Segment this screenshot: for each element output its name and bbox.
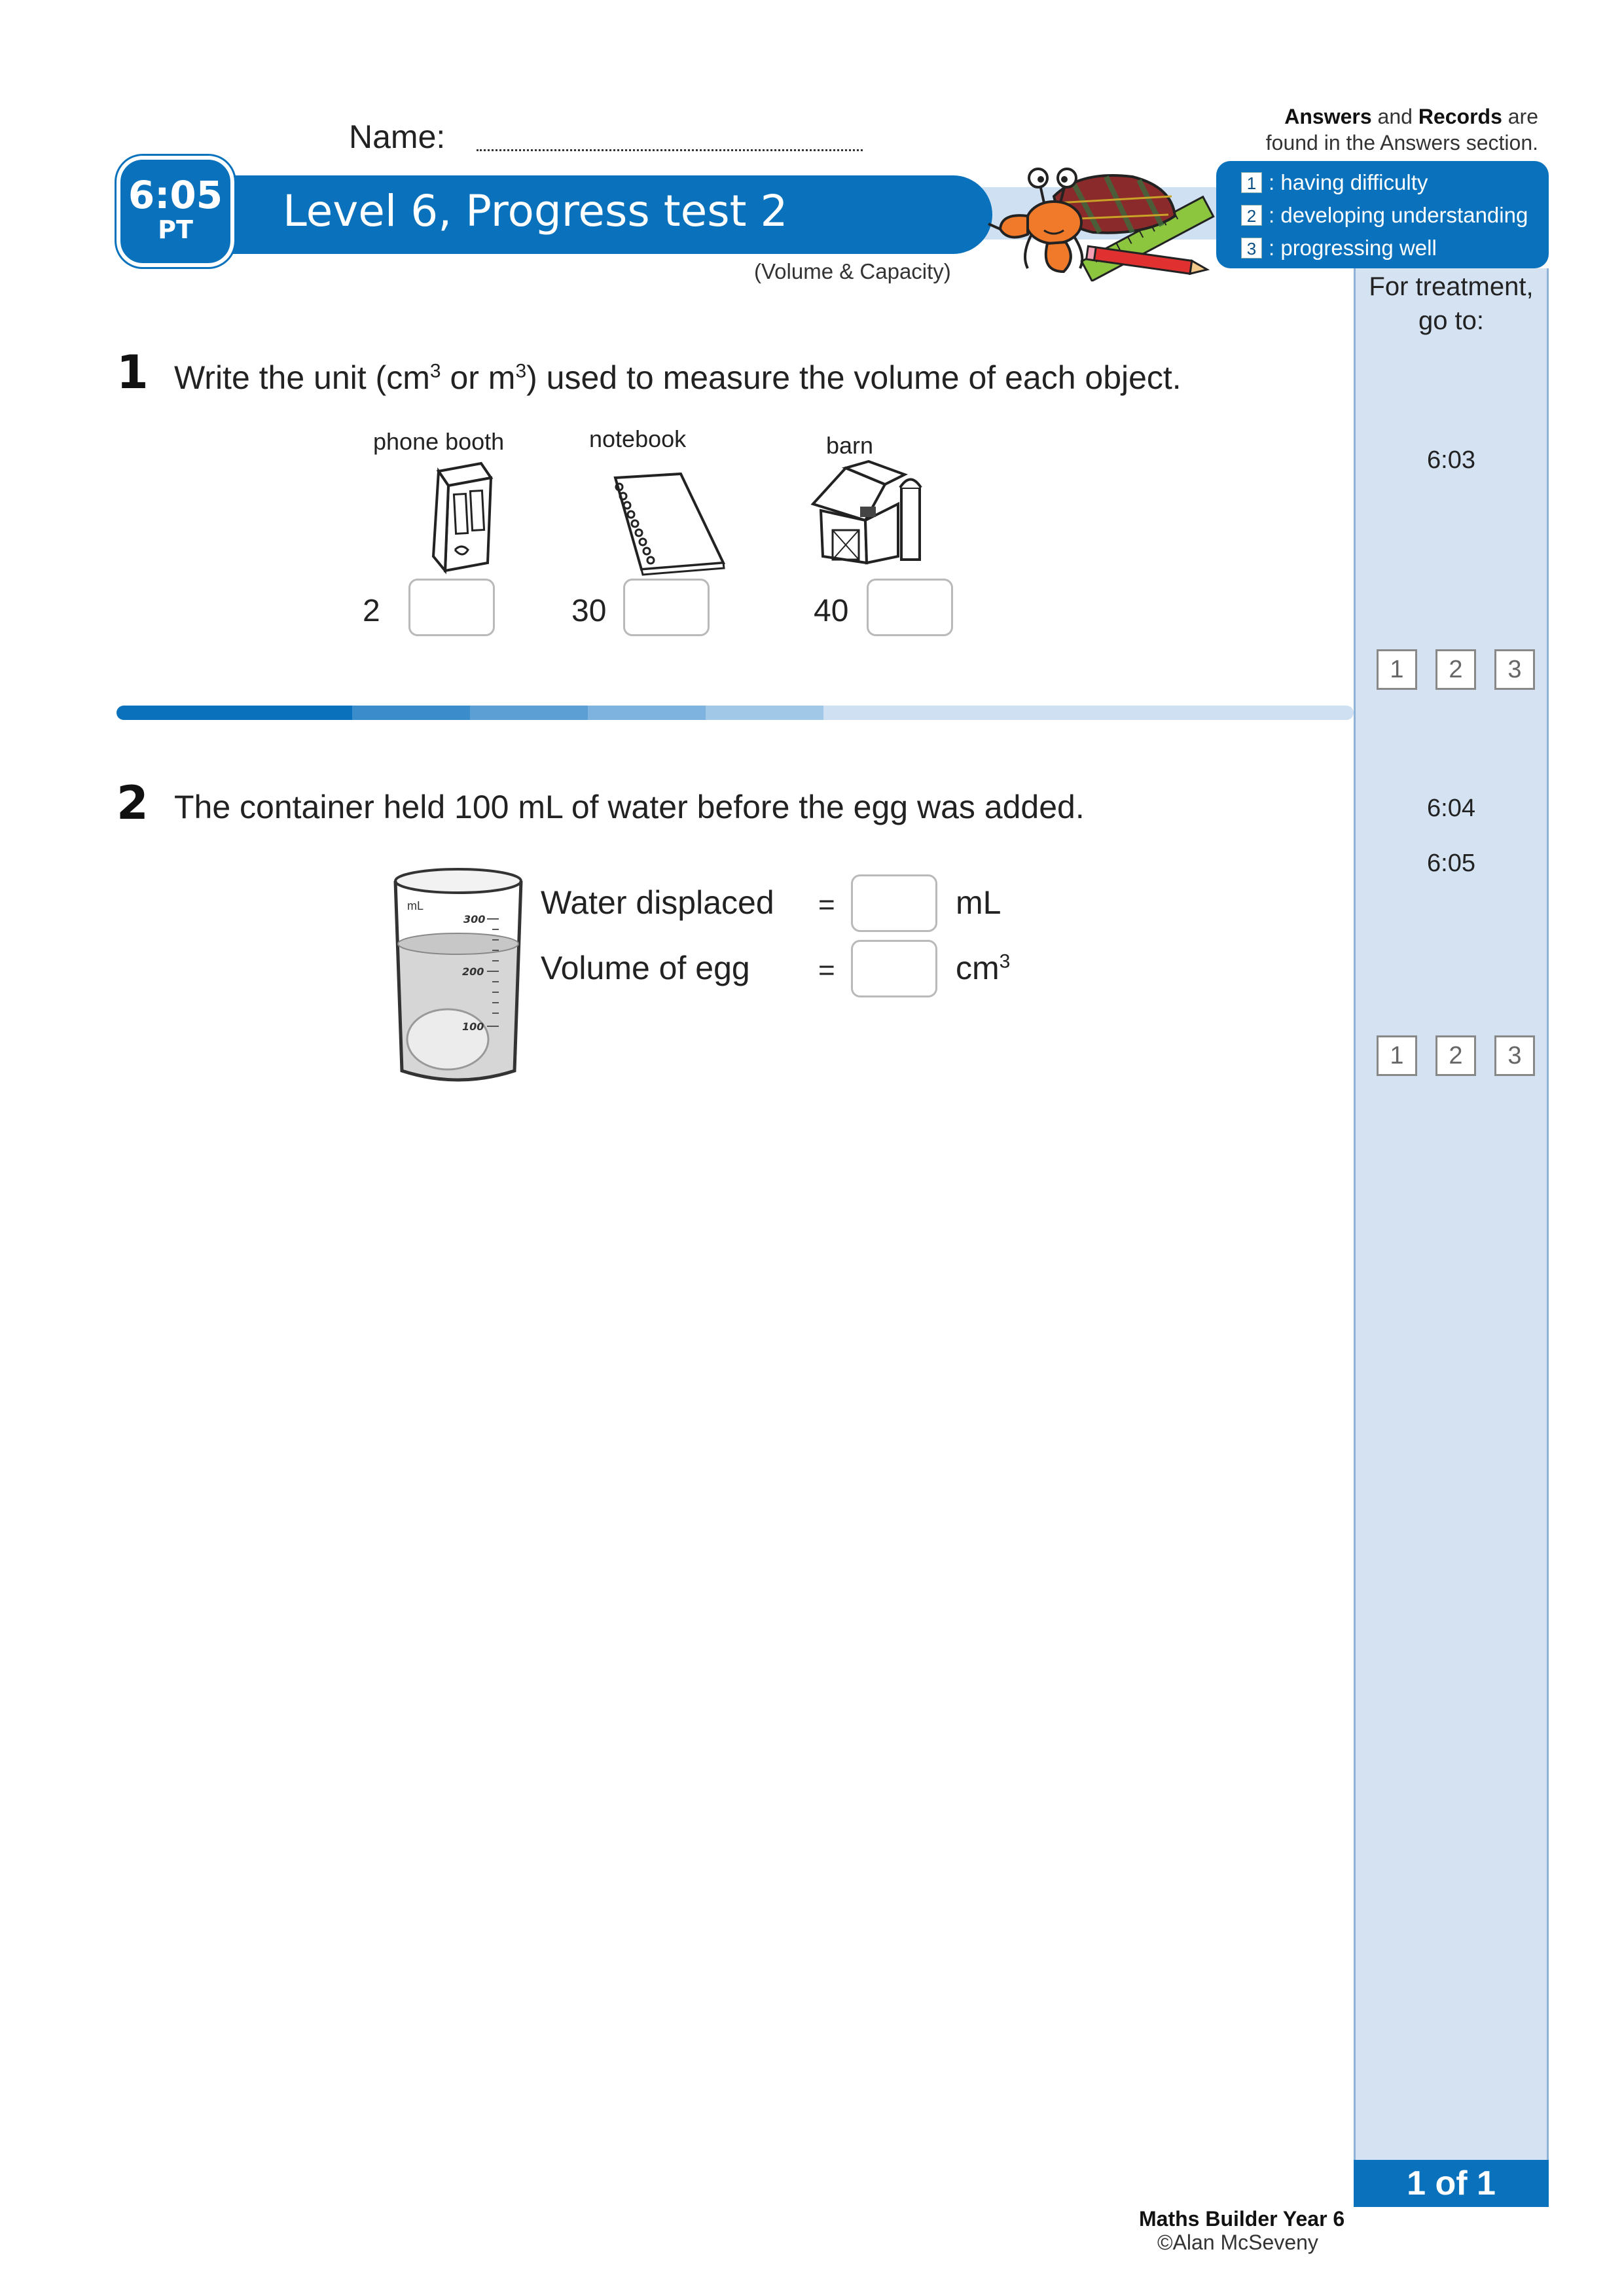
rating-key-num: 3 [1241, 238, 1262, 259]
rating-key-row-2 [1241, 199, 1549, 232]
q1-sup1: 3 [429, 360, 441, 382]
beaker-mark-300: 300 [463, 913, 486, 925]
page-number-tab: 1 of 1 [1354, 2160, 1549, 2207]
egg-volume-unit [956, 949, 1010, 987]
q1-answer-box-barn[interactable] [867, 579, 953, 636]
section-code: 6:05 [128, 173, 223, 217]
q1-prefix-barn: 40 [814, 594, 849, 628]
q1-treatment-ref: 6:03 [1427, 446, 1475, 474]
q2-rating-box-1[interactable]: 1 [1377, 1035, 1417, 1076]
beaker-illustration [389, 863, 528, 1089]
rating-key-label: : having difficulty [1269, 170, 1428, 194]
q2-number: 2 [117, 776, 149, 830]
rating-key-label: : progressing well [1269, 236, 1437, 260]
water-displaced-unit: mL [956, 884, 1001, 921]
answers-note-text2: are [1502, 105, 1538, 128]
answers-note-text1: and [1371, 105, 1418, 128]
section-code-badge [117, 156, 234, 267]
object-label-barn: barn [826, 432, 874, 459]
water-displaced-label: Water displaced [541, 884, 774, 921]
q1-text-a: Write the unit (cm [174, 359, 430, 396]
q1-rating-box-3[interactable]: 3 [1494, 649, 1535, 690]
footer-copyright: ©Alan McSeveny [1157, 2231, 1318, 2254]
rating-key-num: 2 [1241, 205, 1262, 226]
q1-prefix-notebook: 30 [571, 594, 607, 628]
q1-text-b: or m [441, 359, 516, 396]
q2-rating-box-3[interactable]: 3 [1494, 1035, 1535, 1076]
answers-note-bold1: Answers [1284, 105, 1372, 128]
q1-rating-box-2[interactable]: 2 [1435, 649, 1476, 690]
section-divider [117, 706, 1354, 720]
egg-volume-answer-box[interactable] [851, 940, 937, 997]
beaker-mark-200: 200 [462, 965, 484, 978]
treatment-sidebar [1354, 268, 1549, 2206]
section-code-sub: PT [158, 215, 193, 244]
q1-text [174, 359, 1182, 397]
name-field-line[interactable] [477, 149, 863, 151]
q2-rating-box-2[interactable]: 2 [1435, 1035, 1476, 1076]
water-displaced-equals: = [818, 889, 835, 921]
egg-volume-label: Volume of egg [541, 950, 750, 986]
treatment-heading [1354, 270, 1549, 338]
egg-volume-unit-base: cm [956, 950, 1000, 986]
barn-icon [806, 458, 931, 569]
beaker-mark-100: 100 [462, 1020, 484, 1033]
rating-key-row-1 [1241, 166, 1549, 199]
egg-volume-equals: = [818, 954, 835, 986]
page-subtitle: (Volume & Capacity) [754, 259, 951, 283]
q1-sup2: 3 [515, 360, 527, 382]
notebook-icon [602, 471, 727, 576]
treatment-line2: go to: [1418, 306, 1485, 335]
beaker-unit: mL [407, 899, 424, 912]
q1-text-c: ) used to measure the volume of each object. [526, 359, 1182, 396]
footer-book-title: Maths Builder Year 6 [1139, 2207, 1345, 2231]
q1-rating-box-1[interactable]: 1 [1377, 649, 1417, 690]
rating-key-label: : developing understanding [1269, 203, 1528, 227]
rating-key [1216, 161, 1549, 268]
treatment-line1: For treatment, [1369, 272, 1534, 301]
answers-note-bold2: Records [1418, 105, 1502, 128]
name-label: Name: [349, 118, 446, 155]
egg-volume-unit-sup: 3 [999, 950, 1011, 973]
q2-treatment-ref-2: 6:05 [1427, 850, 1475, 877]
phone-booth-icon [419, 458, 497, 576]
answers-note-line2: found in the Answers section. [1265, 131, 1538, 154]
q1-prefix-phone-booth: 2 [363, 594, 380, 628]
water-displaced-answer-box[interactable] [851, 874, 937, 932]
answers-note [1198, 103, 1538, 156]
q2-text: The container held 100 mL of water before the egg was added. [174, 789, 1085, 825]
rating-key-row-3 [1241, 232, 1549, 264]
q2-treatment-ref-1: 6:04 [1427, 795, 1475, 822]
object-label-phone-booth: phone booth [373, 428, 505, 455]
rating-key-num: 1 [1241, 172, 1262, 193]
object-label-notebook: notebook [589, 425, 687, 452]
q1-rating [1377, 649, 1535, 690]
q1-answer-box-notebook[interactable] [623, 579, 710, 636]
q1-answer-box-phone-booth[interactable] [408, 579, 495, 636]
crab-mascot-illustration [982, 151, 1224, 281]
q2-rating [1377, 1035, 1535, 1076]
q1-number: 1 [117, 346, 149, 399]
page-title: Level 6, Progress test 2 [283, 186, 788, 236]
